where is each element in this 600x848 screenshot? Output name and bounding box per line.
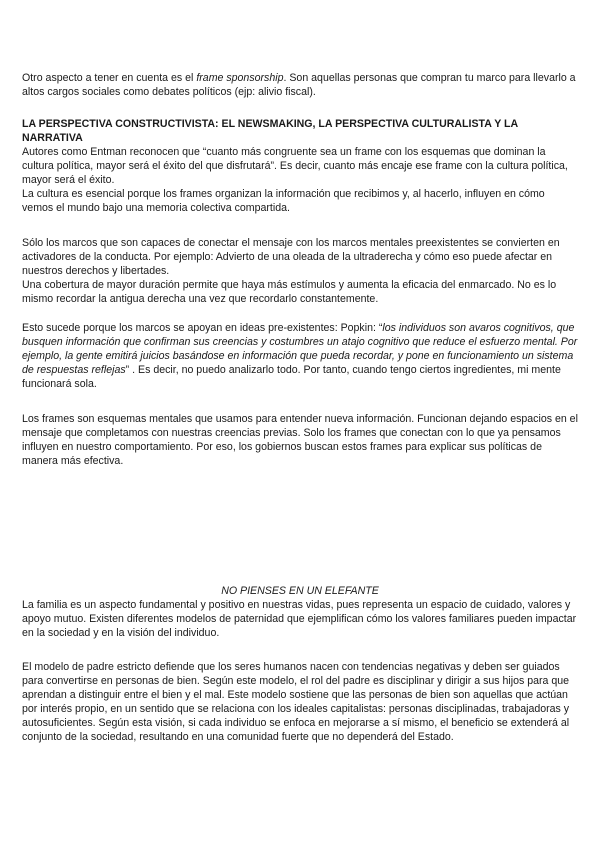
frame-sponsorship-term: frame sponsorship [196, 72, 284, 84]
elephant-title: NO PIENSES EN UN ELEFANTE [221, 585, 379, 597]
popkin-text-end: ” . Es decir, no puedo analizarlo todo. Por tanto, cuando tengo ciertos ingredientes, mi mente funcionará sola. [22, 364, 561, 390]
popkin-quote: los individuos son avaros cognitivos, que busquen información que confirman sus creencias y costumbres un atajo cognitivo que reduce el esfuerzo mental. Por ejemplo, la gente emitirá juicios basándose en información que pueda recordar, y pone en funcionamiento un sistema de respuestas reflejas [22, 322, 578, 376]
paragraph-popkin [22, 321, 578, 391]
paragraph-family: La familia es un aspecto fundamental y positivo en nuestras vidas, pues representa un espacio de cuidado, valores y apoyo mutuo. Existen diferentes modelos de paternidad que ejemplifican cómo los valores familiares pueden impactar en la sociedad y en la visión del individuo. [22, 599, 577, 639]
section-heading-constructivist: LA PERSPECTIVA CONSTRUCTIVISTA: EL NEWSMAKING, LA PERSPECTIVA CULTURALISTA Y LA NARRATIVA [22, 118, 518, 144]
intro-paragraph [22, 71, 578, 99]
popkin-text-start: Esto sucede porque los marcos se apoyan en ideas pre-existentes: Popkin: “ [22, 322, 383, 334]
section-heading-elephant [22, 584, 578, 598]
paragraph-frames-activators: Sólo los marcos que son capaces de conectar el mensaje con los marcos mentales preexistentes se convierten en activadores de la conducta. Por ejemplo: Advierto de una oleada de la ultraderecha y cómo eso puede afectar en nuestros derechos y libertades. [22, 237, 560, 277]
intro-text-end: . Son aquellas personas que compran tu marco para llevarlo a altos cargos sociales como debates políticos (ejp: alivio fiscal). [22, 72, 576, 98]
paragraph-frames-schemas: Los frames son esquemas mentales que usamos para entender nueva información. Funcionan dejando espacios en el mensaje que completamos con nuestras creencias previas. Solo los frames que conectan con lo que ya pensamos influyen en nuestro comportamiento. Por eso, los gobiernos buscan estos frames para explicar sus políticas de manera más efectiva. [22, 413, 578, 467]
paragraph-coverage-duration: Una cobertura de mayor duración permite que haya más estímulos y aumenta la eficacia del enmarcado. No es lo mismo recordar la antigua derecha una vez que recordarlo constantemente. [22, 279, 557, 305]
intro-text-start: Otro aspecto a tener en cuenta es el [22, 72, 197, 84]
paragraph-culture: La cultura es esencial porque los frames organizan la información que recibimos y, al hacerlo, influyen en cómo vemos el mundo bajo una memoria colectiva compartida. [22, 188, 545, 214]
paragraph-strict-father: El modelo de padre estricto defiende que los seres humanos nacen con tendencias negativas y deben ser guiados para convertirse en personas de bien. Según este modelo, el rol del padre es disciplinar y dirigir a sus hijos para que aprendan a distinguir entre el bien y el mal. Este modelo sostiene que las personas de bien son aquellas que actúan por interés propio, en un sentido que se relaciona con los ideales capitalistas: personas disciplinadas, trabajadoras y autosuficientes. Según esta visión, si cada individuo se enfoca en mejorarse a sí mismo, el beneficio se extenderá al conjunto de la sociedad, resultando en una comunidad fuerte que no dependerá del Estado. [22, 661, 570, 743]
paragraph-entman: Autores como Entman reconocen que “cuanto más congruente sea un frame con los esquemas que dominan la cultura política, mayor será el éxito del que disfrutará”. Es decir, cuanto más encaje ese frame con la cultura política, mayor será el éxito. [22, 146, 568, 186]
